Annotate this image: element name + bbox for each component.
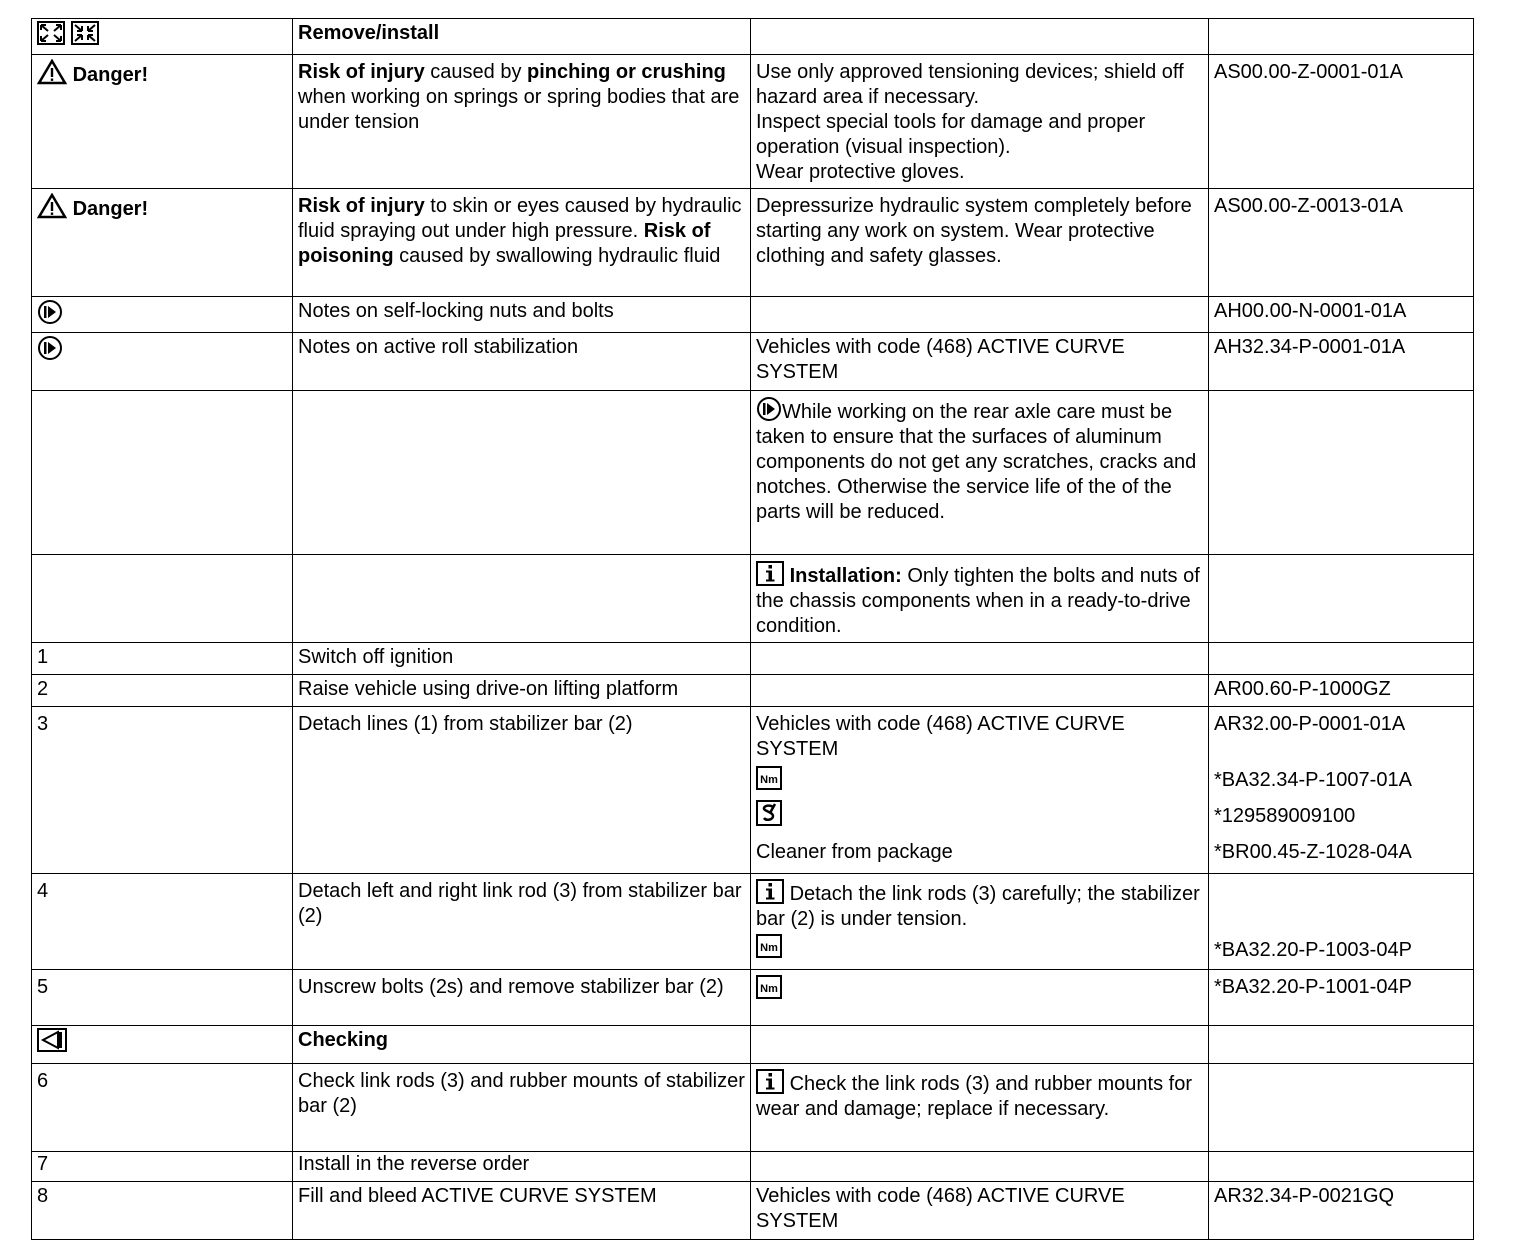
table-row: 3 Detach lines (1) from stabilizer bar (2) Vehicles with code (468) ACTIVE CURVE SYSTEM Nm Cleaner from package AR32.00-P-0001-01A *BA32.34-P-1007-01A *129589009100 *BR00.45-Z-1028-04A [32, 707, 1474, 874]
note-arrow-icon [756, 396, 782, 422]
install-icon [71, 21, 99, 45]
table-row: Notes on active roll stabilization Vehicles with code (468) ACTIVE CURVE SYSTEM AH32.34-P-0001-01A [32, 333, 1474, 391]
procedure-table [31, 18, 1474, 1240]
step-number: 7 [37, 1153, 49, 1175]
torque-nm-icon [756, 934, 782, 958]
table-row: 5 Unscrew bolts (2s) and remove stabilizer bar (2) Nm *BA32.20-P-1001-04P [32, 970, 1474, 1026]
reference: *129589009100 [1214, 805, 1356, 827]
step-number: 6 [37, 1070, 49, 1092]
reference: AR32.00-P-0001-01A [1214, 713, 1406, 735]
reference: *BA32.20-P-1003-04P [1214, 939, 1412, 961]
table-row: Danger! Risk of injury to skin or eyes caused by hydraulic fluid spraying out under high pressure. Risk of poisoning caused by swallowing hydraulic fluid Depressurize hydraulic system completely before starting any work on system. Wear protective clothing and safety glasses. AS00.00-Z-0013-01A [32, 189, 1474, 297]
table-row: 8 Fill and bleed ACTIVE CURVE SYSTEM Vehicles with code (468) ACTIVE CURVE SYSTEM AR32.34-P-0021GQ [32, 1182, 1474, 1240]
table-row: 2 Raise vehicle using drive-on lifting platform AR00.60-P-1000GZ [32, 675, 1474, 707]
danger-label: Danger! [72, 64, 149, 86]
table-row: 1 Switch off ignition [32, 643, 1474, 675]
info-icon [756, 561, 784, 586]
note-arrow-icon [37, 335, 63, 361]
reference: AR00.60-P-1000GZ [1214, 678, 1391, 700]
step-number: 4 [37, 880, 49, 902]
step-number: 5 [37, 976, 49, 998]
reference: AH32.34-P-0001-01A [1214, 336, 1406, 358]
table-row: 6 Check link rods (3) and rubber mounts of stabilizer bar (2) Check the link rods (3) and rubber mounts for wear and damage; replace if necessary. [32, 1064, 1474, 1152]
table-row [32, 19, 1474, 55]
section-heading: Checking [298, 1029, 389, 1051]
reference: *BR00.45-Z-1028-04A [1214, 841, 1412, 863]
reference: AH00.00-N-0001-01A [1214, 300, 1407, 322]
special-tool-icon [756, 800, 782, 826]
svg-text:Nm: Nm [760, 983, 778, 995]
danger-label: Danger! [72, 198, 149, 220]
table-row: Installation: Only tighten the bolts and nuts of the chassis components when in a ready-to-drive condition. [32, 555, 1474, 643]
reference: AR32.34-P-0021GQ [1214, 1185, 1395, 1207]
step-number: 3 [37, 713, 49, 735]
step-number: 1 [37, 646, 49, 668]
remove-icon [37, 21, 65, 45]
svg-text:Nm: Nm [760, 774, 778, 786]
checking-icon [37, 1028, 67, 1052]
reference: *BA32.34-P-1007-01A [1214, 769, 1412, 791]
reference: *BA32.20-P-1001-04P [1214, 976, 1412, 998]
info-icon [756, 879, 784, 904]
torque-nm-icon [756, 975, 782, 999]
table-row: While working on the rear axle care must be taken to ensure that the surfaces of aluminum components do not get any scratches, cracks and notches. Otherwise the service life of the of the parts will be reduced. [32, 391, 1474, 555]
step-number: 8 [37, 1185, 49, 1207]
table-row: Notes on self-locking nuts and bolts AH00.00-N-0001-01A [32, 297, 1474, 333]
reference: AS00.00-Z-0013-01A [1214, 195, 1404, 217]
svg-text:Nm: Nm [760, 942, 778, 954]
info-icon [756, 1069, 784, 1094]
note-arrow-icon [37, 299, 63, 325]
table-row: Danger! Risk of injury caused by pinching or crushing when working on springs or spring bodies that are under tension Use only approved tensioning devices; shield off hazard area if necessary. Inspect special tools for damage and proper operation (visual inspection). Wear protective gloves. AS00.00-Z-0001-01A [32, 55, 1474, 189]
reference: AS00.00-Z-0001-01A [1214, 61, 1404, 83]
step-number: 2 [37, 678, 49, 700]
table-row [32, 1026, 1474, 1064]
warning-triangle-icon [37, 59, 67, 85]
table-row: 7 Install in the reverse order [32, 1152, 1474, 1182]
warning-triangle-icon [37, 193, 67, 219]
torque-nm-icon [756, 766, 782, 790]
table-row: 4 Detach left and right link rod (3) from stabilizer bar (2) Detach the link rods (3) carefully; the stabilizer bar (2) is under tension. Nm *BA32.20-P-1003-04P [32, 874, 1474, 970]
section-heading: Remove/install [298, 22, 440, 44]
